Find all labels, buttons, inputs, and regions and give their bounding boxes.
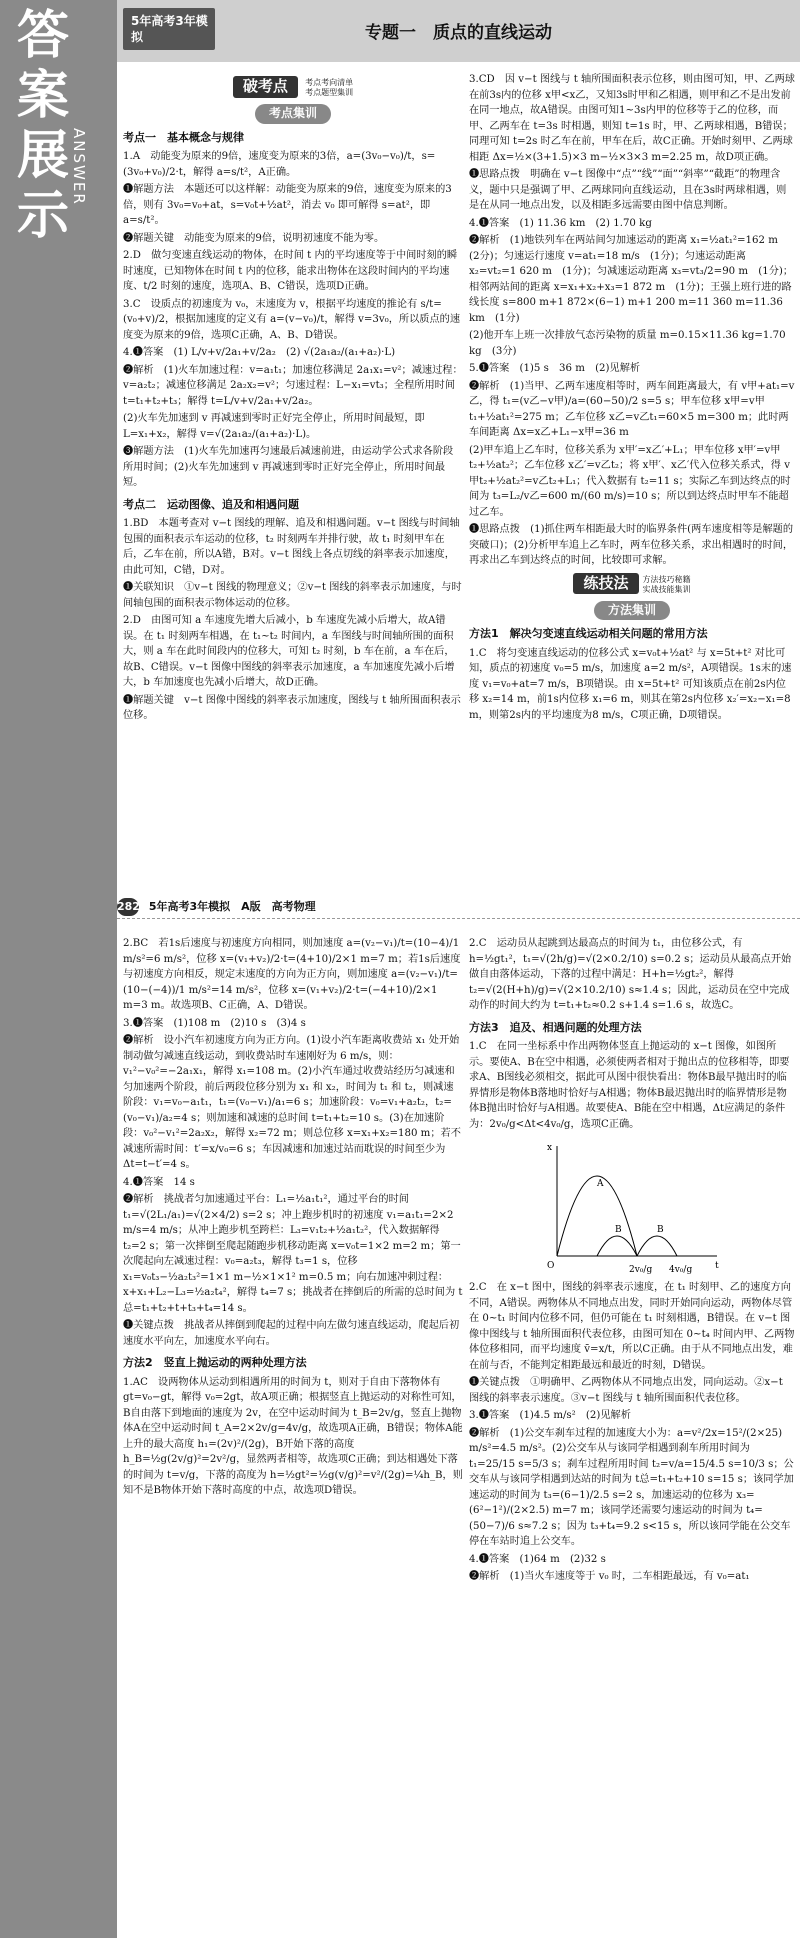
answer-paragraph: 5.❶答案 (1)5 s 36 m (2)见解析 — [469, 363, 641, 374]
book-logo: 5年高考3年模拟 — [123, 8, 215, 50]
answer-paragraph: ❷解析 (1)地铁列车在两站间匀加速运动的距离 x₁=½at₁²=162 m (2分)；匀速运行速度 v=at₁=18 m/s (1分)；匀速运动距离 x₂=vt₂=1 620 m (1分)；匀减速运动距离 x₃=vt₃/2=90 m (1分)；相邻两站间的距离 x=x₁+x₂+x₃=1 872 m (1分)；王强上班行进的路线长度 s=800 m+1 872×(6−1) m+1 200 m=11 360 m=11.36 km (1分) — [469, 235, 794, 324]
xt-graph-figure — [537, 1136, 727, 1276]
section-heading: 考点二 运动图像、追及和相遇问题 — [123, 497, 299, 511]
answer-paragraph: ❷解析 (1)当火车速度等于 v₀ 时，二车相距最远，有 v₀=at₁ — [469, 1571, 750, 1582]
banner-sub-line: 方法技巧秘籍 — [642, 574, 691, 584]
figure-label: x — [547, 1143, 553, 1153]
answer-paragraph: 1.BD 本题考查对 v−t 图线的理解、追及和相遇问题。v−t 图线与时间轴包围的面积表示车运动的位移，t₂ 时刻两车并排行驶，故 t₁ 时刻甲车在后，乙车在前，所以A错，B对。v−t 图线上各点切线的斜率表示加速度，由此可知，C错，D对。 — [123, 518, 460, 576]
page2-left-content — [123, 936, 463, 1499]
figure-label: O — [547, 1261, 555, 1271]
section-heading: 方法1 解决匀变速直线运动相关问题的常用方法 — [469, 627, 708, 640]
answer-sidebar — [0, 0, 117, 1938]
section-banner-pokaodian — [123, 76, 463, 98]
answer-paragraph: 3.C 设质点的初速度为 v₀，末速度为 v，根据平均速度的推论有 s/t=(v₀+v)/2，根据加速度的定义有 a=(v−v₀)/t，解得 v=3v₀，所以质点的速度变为原来的9倍，选项C正确，A、B、D错误。 — [123, 298, 461, 341]
figure-label: A — [597, 1179, 604, 1189]
answer-paragraph: 4.❶答案 (1)64 m (2)32 s — [469, 1553, 606, 1565]
page1-left-column — [123, 72, 463, 726]
answer-paragraph: 4.❶答案 (1) 11.36 km (2) 1.70 kg — [469, 217, 652, 229]
sidebar-title — [8, 6, 78, 246]
page-283 — [117, 920, 800, 1938]
banner-subtitle — [643, 575, 691, 595]
section-heading: 方法2 竖直上抛运动的两种处理方法 — [123, 1356, 307, 1369]
sidebar-subtitle: ANSWER — [70, 128, 88, 206]
page1-left-content — [123, 130, 463, 724]
answer-paragraph: ❶思路点拨 明确在 v−t 图像中“点”“线”“面”“斜率”“截距”的物理含义，题中只是强调了甲、乙两球同向直线运动，且在3s时两球相遇，则是在从同一地点出发，以及相距多远需要由图中信息判断。 — [469, 169, 787, 211]
pill-label: 方法集训 — [594, 601, 670, 621]
sidebar-char: 答 — [16, 6, 69, 66]
chapter-title: 专题一 质点的直线运动 — [365, 23, 552, 43]
page2-right-content — [469, 936, 795, 1585]
page2-right-column — [469, 936, 795, 1587]
answer-paragraph: 4.❶答案 (1) L/v+v/2a₁+v/2a₂ (2) √(2a₁a₂/(a₁+a₂)·L) — [123, 347, 396, 358]
answer-paragraph: 3.CD 因 v−t 图线与 t 轴所围面积表示位移，则由图可知，甲、乙两球在前3s内的位移 x甲<x乙，又知3s时甲和乙相遇，则甲和乙不是出发前在同一地点，故A错误。由图可知1~3s内甲的位移等于乙的位移，而甲、乙两车在 t=3s 时相遇，则知 t=1s 时，甲、乙两球相遇，B错误；同理可知 t=2s 时乙车在前，甲车在后，故C正确。开始时刻甲、乙两球相距 Δx=½×(3+1.5)×3 m−½×3×3 m=2.25 m，故D项正确。 — [469, 74, 795, 163]
footer-text: 5年高考3年模拟 A版 高考物理 — [148, 900, 316, 913]
banner-badge: 练技法 — [573, 573, 638, 595]
answer-paragraph: (2)火车先加速到 v 再减速到零时正好完全停止，所用时间最短，即 L=x₁+x₂，解得 v=√(2a₁a₂/(a₁+a₂)·L)。 — [123, 413, 425, 440]
answer-paragraph: ❶解题关键 v−t 图像中图线的斜率表示加速度，图线与 t 轴所围面积表示位移。 — [123, 694, 461, 721]
figure-label: B — [657, 1225, 664, 1235]
page-footer — [117, 898, 457, 916]
pill-label: 考点集训 — [255, 104, 331, 124]
answer-paragraph: 4.❶答案 14 s — [123, 1176, 195, 1188]
figure-label: t — [715, 1261, 719, 1271]
answer-paragraph: 2.C 运动员从起跳到达最高点的时间为 t₁，由位移公式，有 h=½gt₁²，t₁=√(2h/g)=√(2×0.2/10) s=0.2 s；运动员从最高点开始做自由落体运动，下落的过程中满足：H+h=½gt₂²，解得 t₂=√(2(H+h)/g)=√(2×10.2/10) s≈1.4 s；因此，运动员在空中完成动作的时间大约为 t=t₁+t₂≈0.2 s+1.4 s=1.6 s，故选C。 — [469, 938, 792, 1011]
banner-sub-line: 考点题型集训 — [305, 88, 354, 97]
banner-sub-line: 实战技能集训 — [642, 584, 691, 594]
answer-paragraph: ❶解题方法 本题还可以这样解：动能变为原来的9倍，速度变为原来的3倍，则有 3v₀=v₀+at，s=v₀t+½at²，消去 v₀ 即可解得 s=at²，即 a=s/t²。 — [123, 184, 452, 226]
answer-paragraph: ❶关键点拨 ①明确甲、乙两物体从不同地点出发，同向运动。②x−t 图线的斜率表示速度。③v−t 图线与 t 轴所围面积代表位移。 — [469, 1377, 783, 1404]
answer-paragraph: 1.C 将匀变速直线运动的位移公式 x=v₀t+½at² 与 x=5t+t² 对比可知，质点的初速度 v₀=5 m/s，加速度 a=2 m/s²，A项错误。1s末的速度 v₁=v₀+at=7 m/s，B项错误。由 x=5t+t² 可知该质点在前2s内位移 x₂=14 m，前1s内位移 x₁=6 m，则其在第2s内位移 x₂′=x₂−x₁=8 m，则第2s内的平均速度为8 m/s，C项正确，D项错误。 — [469, 647, 792, 721]
answer-paragraph: 2.D 由图可知 a 车速度先增大后减小，b 车速度先减小后增大，故A错误。在 t₁ 时刻两车相遇，在 t₁~t₂ 时间内，a 车图线与时间轴所围的面积大，则 a 车在此时间段内的位移大，可知 t₂ 时刻，b 车在前，a 车在后，故B、C错误。v−t 图像中图线的斜率表示加速度，a 车加速度先减小后增大，b 车加速度也先减小后增大，故D正确。 — [123, 615, 455, 688]
sidebar-char: 示 — [16, 186, 69, 246]
answer-paragraph: 3.❶答案 (1)4.5 m/s² (2)见解析 — [469, 1410, 631, 1421]
answer-paragraph: ❶关联知识 ①v−t 图线的物理意义；②v−t 图线的斜率表示加速度，与时间轴包围的面积表示物体运动的位移。 — [123, 582, 462, 609]
answer-paragraph: 2.BC 若1s后速度与初速度方向相同，则加速度 a=(v₂−v₁)/t=(10−4)/1 m/s²=6 m/s²，位移 x=(v₁+v₂)/2·t=(4+10)/2×1 m=7 m；若1s后速度与初速度方向相反，规定末速度的方向为正方向，则加速度 a=(v₂−v₁)/t=(10−(−4))/1 m/s²=14 m/s²，位移 x=(v₁+v₂)/2·t=(−4+10)/2×1 m=3 m。故选项B、C正确，A、D错误。 — [123, 938, 461, 1011]
page2-left-column — [123, 936, 463, 1501]
answer-paragraph: 3.❶答案 (1)108 m (2)10 s (3)4 s — [123, 1017, 306, 1029]
answer-paragraph: ❷解析 挑战者匀加速通过平台：L₁=½a₁t₁²，通过平台的时间 t₁=√(2L₁/a₁)=√(2×4/2) s=2 s；冲上跑步机时的初速度 v₁=a₁t₁=2×2 m/s=4 m/s；从冲上跑步机至跨栏：L₃=v₁t₂+½a₁t₂²，代入数据解得 t₂=2 s；第一次摔倒至爬起随跑步机移动距离 x=v₀t=1×2 m=2 m；第一次爬起向左减速过程：v₀=a₂t₃，解得 t₃=1 s，位移 x₁=v₀t₃−½a₂t₃²=1×1 m−½×1×1² m=0.5 m；向右加速冲刺过程：x+x₁+L₂−L₃=½a₂t₄²，解得 t₄=7 s；挑战者在摔倒后的所需的总时间为 t总=t₁+t₂+t+t₃+t₄=14 s。 — [123, 1194, 463, 1314]
figure-label: 4v₀/g — [669, 1265, 693, 1275]
page1-right-column — [469, 72, 795, 725]
answer-paragraph: 1.A 动能变为原来的9倍，速度变为原来的3倍，a=(3v₀−v₀)/t，s=(3v₀+v₀)/2·t，解得 a=s/t²，A正确。 — [123, 151, 436, 178]
answer-paragraph: 1.C 在同一坐标系中作出两物体竖直上抛运动的 x−t 图像，如图所示。要使A、B在空中相遇，必须使两者相对于抛出点的位移相等，即要求A、B图线必须相交，据此可从图中很快看出：物体B最早抛出时的临界情形是物体B落地时恰好与A相遇；物体B最迟抛出时的临界情形是物体B抛出时恰好与A相遇。故要使A、B能在空中相遇，Δt应满足的条件为：2v₀/g<Δt<4v₀/g，选项C正确。 — [469, 1041, 790, 1130]
answer-paragraph: ❷解析 (1)当甲、乙两车速度相等时，两车间距离最大，有 v甲+at₁=v乙，得 t₁=(v乙−v甲)/a=(60−50)/2 s=5 s；甲车位移 x甲=v甲t₁+½at₁²=275 m；乙车位移 x乙=v乙t₁=60×5 m=300 m；此时两车间距离 Δx=x乙+L₁−x甲=36 m — [469, 380, 795, 438]
page-282 — [117, 0, 800, 920]
answer-paragraph: ❷解析 (1)公交车刹车过程的加速度大小为：a=v²/2x=15²/(2×25) m/s²=4.5 m/s²。(2)公交车从与该同学相遇到刹车所用时间为 t₁=25/15 s=5/3 s；刹车过程所用时间 t₂=v/a=15/4.5 s=10/3 s；公交车从与该同学相遇到达站的时间为 t总=t₁+t₂+10 s=15 s；该同学加速运动的时间为 t₃=(6−1)/2.5 s=2 s，加速运动的位移为 x₃=(6²−1²)/(2×2.5) m=7 m；该同学还需要匀速运动的时间为 t₄=(50−7)/6 s≈7.2 s；因为 t₃+t₄=9.2 s<15 s，所以该同学能在公交车停在车站时追上公交车。 — [469, 1427, 794, 1547]
section-banner — [469, 573, 795, 595]
section-heading: 方法3 追及、相遇问题的处理方法 — [469, 1020, 642, 1034]
sidebar-char: 展 — [16, 126, 69, 186]
banner-sub-line: 考点考向清单 — [305, 78, 354, 87]
answer-paragraph: 1.AC 设两物体从运动到相遇所用的时间为 t，则对于自由下落物体有 gt=v₀−gt，解得 v₀=2gt，故A项正确；根据竖直上抛运动的对称性可知，B自由落下到地面的速度为 2v，在空中运动时间为 t_B=2v/g，竖直上抛物体A在空中运动时间 t_A=2×2v/g=4v/g，故选项A正确，B错误；物体A能上升的最大高度 h₁=(2v)²/(2g)，B开始下落的高度 h_B=½g(2v/g)²=2v²/g，显然两者相等，故选项C正确；到达相遇处下落的时间为 t=v/g，下落的高度为 h=½gt²=½g(v/g)²=v²/(2g)=¼h_B，则知不是B物体开始下落时高度的中点，故选项D错误。 — [123, 1376, 463, 1496]
pill-row — [123, 104, 463, 124]
answer-paragraph: 2.C 在 x−t 图中，图线的斜率表示速度，在 t₁ 时刻甲、乙的速度方向不同，A错误。两物体从不同地点出发，同时开始同向运动，两物体尽管在 0~t₁ 时间内位移不同，但仍可能在 t₁ 时刻相遇，B错误。在 v−t 图像中图线与 t 轴所围面积代表位移，由图可知在 0~t₄ 时间内甲、乙两物体位移相同，而平均速度 v̄=x/t，所以C正确。由于从不同地点出发，难在前与否，不能判定相距最远和最近的时刻，D错误。 — [469, 1282, 795, 1371]
answer-paragraph: (2)甲车追上乙车时，位移关系为 x甲′=x乙′+L₁；甲车位移 x甲′=v甲t₂+½at₂²；乙车位移 x乙′=v乙t₂；将 x甲′、x乙′代入位移关系式，得 v甲t₂+½at₂²=v乙t₂+L₁；代入数据有 t₂=11 s；实际乙车到达终点的时间为 t₃=L₂/v乙=600 m/(60 m/s)=10 s；所以到达终点时甲车不能超过乙车。 — [469, 444, 791, 518]
banner-subtitle — [305, 78, 353, 98]
figure-label: B — [615, 1225, 622, 1235]
answer-paragraph: ❷解析 (1)火车加速过程：v=a₁t₁；加速位移满足 2a₁x₁=v²；减速过程：v=a₂t₂；减速位移满足 2a₂x₂=v²；匀速过程：L−x₁=vt₃；全程所用时间 t=t₁+t₂+t₃；解得 t=L/v+v/2a₁+v/2a₂。 — [123, 364, 463, 407]
answer-paragraph: ❸解题方法 (1)火车先加速再匀速最后减速前进，由运动学公式求各阶段所用时间；(2)火车先加速到 v 再减速到零时正好完全停止，所用时间最短。 — [123, 446, 454, 488]
answer-paragraph: 2.D 做匀变速直线运动的物体，在时间 t 内的平均速度等于中间时刻的瞬时速度，已知物体在时间 t 内的位移，能求出物体在这段时间内的平均速度、t/2 时刻的速度，选项A、B、C错误，选项D正确。 — [123, 250, 458, 292]
curve-b-early — [597, 1236, 637, 1256]
sidebar-char: 案 — [16, 66, 69, 126]
answer-paragraph: ❷解题关键 动能变为原来的9倍，说明初速度不能为零。 — [123, 232, 385, 244]
page1-right-content — [469, 72, 795, 723]
answer-paragraph: ❶关键点拨 挑战者从摔倒到爬起的过程中向左做匀速直线运动，爬起后初速度水平向左，加速度水平向右。 — [123, 1320, 460, 1347]
figure-label: 2v₀/g — [629, 1265, 653, 1275]
pill-row — [469, 601, 795, 621]
answer-paragraph: ❷解析 设小汽车初速度方向为正方向。(1)设小汽车距离收费站 x₁ 处开始制动做匀减速直线运动，到收费站时车速刚好为 6 m/s，则：v₁²−v₀²=−2a₁x₁，解得 x₁=108 m。(2)小汽车通过收费站经历匀减速和匀加速两个阶段，前后两段位移分别为 x₁ 和 x₂，时间为 t₁ 和 t₂，则减速阶段：v₁=v₀−a₁t₁，t₁=(v₀−v₁)/a₁=6 s；加速阶段：v₀=v₁+a₂t₂，t₂=(v₀−v₁)/a₂=4 s；则加速和减速的总时间 t=t₁+t₂=10 s。(3)在加速阶段：v₀²−v₁²=2a₂x₂，解得 x₂=72 m；则总位移 x=x₁+x₂=180 m；若不减速所需时间：t′=x/v₀=6 s；车因减速和加速过站而耽误的时间至少为 Δt=t−t′=4 s。 — [123, 1035, 461, 1170]
page-divider — [117, 918, 800, 919]
page-header — [117, 0, 800, 62]
banner-badge: 破考点 — [233, 76, 298, 98]
curve-b-late — [637, 1236, 677, 1256]
section-heading: 考点一 基本概念与规律 — [123, 130, 244, 144]
page-number: 282 — [117, 898, 139, 916]
answer-paragraph: ❶思路点拨 (1)抓住两车相距最大时的临界条件(两车速度相等是解题的突破口)；(2)分析甲车追上乙车时，两车位移关系，求出相遇时的时间，再求出乙车到达终点的时间，比较即可求解。 — [469, 524, 794, 566]
answer-paragraph: (2)他开车上班一次排放气态污染物的质量 m=0.15×11.36 kg=1.70 kg (3分) — [469, 330, 786, 357]
